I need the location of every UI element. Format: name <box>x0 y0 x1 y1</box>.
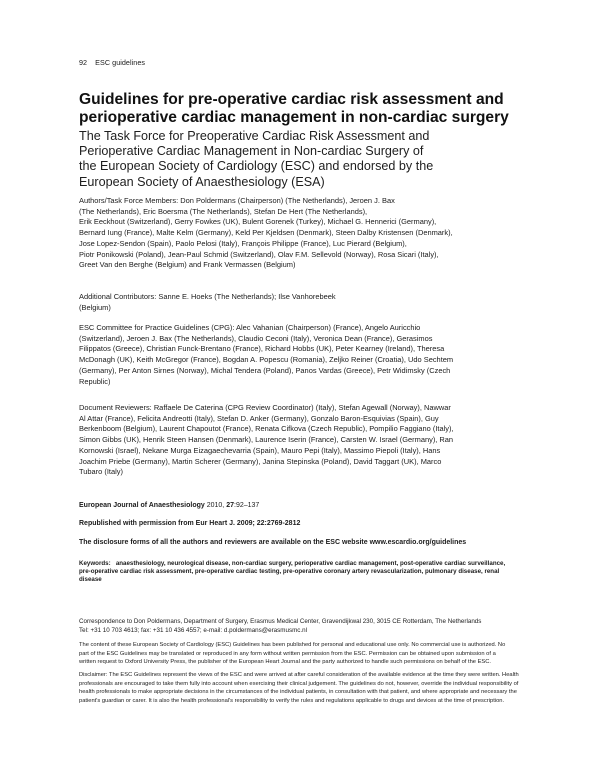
subtitle-line: European Society of Anaesthesiology (ESA) <box>79 174 325 189</box>
running-header <box>79 58 151 67</box>
text-line: Jose Lopez-Sendon (Spain), Paolo Pelosi (Italy), François Philippe (France), Luc Pierard (Belgium), <box>79 238 407 248</box>
cpg-committee <box>79 323 531 387</box>
copyright-notice <box>79 641 531 667</box>
text-line: ESC Committee for Practice Guidelines (CPG): Alec Vahanian (Chairperson) (France), Angelo Auricchio <box>79 323 421 332</box>
text-line: Disclaimer: The ESC Guidelines represent the views of the ESC and were arrived at after careful consideration of the available evidence at the time they were written. Health <box>79 672 519 678</box>
text-line: (Switzerland), Jeroen J. Bax (The Netherlands), Claudio Ceconi (Italy), Veronica Dean (France), Gerasimos <box>79 333 433 343</box>
subtitle-line: The Task Force for Preoperative Cardiac Risk Assessment and <box>79 129 430 143</box>
text-line: (Belgium) <box>79 302 111 312</box>
title-line: Guidelines for pre-operative cardiac risk assessment and <box>79 91 504 108</box>
keywords-line: anaesthesiology, neurological disease, non-cardiac surgery, perioperative cardiac management, post-operative cardiac surveillance, <box>115 560 506 567</box>
text-line: (The Netherlands), Eric Boersma (The Netherlands), Stefan De Hert (The Netherlands), <box>79 206 368 216</box>
keywords-line: disease <box>79 576 102 584</box>
disclosure-note: The disclosure forms of all the authors and reviewers are available on the ESC website www.escardio.org/guidelines <box>79 539 467 546</box>
text-line: Al Attar (France), Felicita Andreotti (Italy), Stefan D. Anker (Germany), Gonzalo Baron-Esquivias (Spain), Guy <box>79 413 439 423</box>
text-line: Correspondence to Don Poldermans, Department of Surgery, Erasmus Medical Center, Gravendijkwal 230, 3015 CE Rotterdam, The Netherlands <box>79 618 482 625</box>
correspondence <box>79 618 531 635</box>
citation-volume: 27 <box>226 502 234 509</box>
text-line: McDonagh (UK), Keith McGregor (France), Bogdan A. Popescu (Romania), Zeljko Reiner (Croatia), Udo Sechtem <box>79 355 454 365</box>
text-line: Joachim Priebe (Germany), Martin Scherer (Germany), Janina Stepinska (Poland), David Taggart (UK), Marco <box>79 456 442 466</box>
text-line: Document Reviewers: Raffaele De Caterina (CPG Review Coordinator) (Italy), Stefan Agewall (Norway), Nawwar <box>79 403 451 412</box>
citation-year: 2010, <box>206 502 225 509</box>
text-line: health professionals to make appropriate decisions in the circumstances of the individual patients, in consultation with that patient, and where appropriate and necessary the <box>79 689 517 696</box>
keywords-label: Keywords: <box>79 560 111 567</box>
text-line: part of the ESC Guidelines may be translated or reproduced in any form without written permission from the ESC. Permission can be obtained upon submission of a <box>79 650 496 657</box>
text-line: Berkenboom (Belgium), Laurent Chapoutot (France), Renata Cifkova (Czech Republic), Pompilio Faggiano (Italy), <box>79 424 454 434</box>
citation <box>79 502 531 511</box>
text-line: Additional Contributors: Sanne E. Hoeks (The Netherlands); Ilse Vanhorebeek <box>79 292 336 301</box>
keywords <box>79 560 531 585</box>
text-line: (Germany), Per Anton Sirnes (Norway), Michal Tendera (Poland), Panos Vardas (Greece), Petr Widimsky (Czech <box>79 365 451 375</box>
text-line: Kornowski (Israel), Nekane Murga Eizagaechevarria (Spain), Mauro Pepi (Italy), Massimo Piepoli (Italy), Hans <box>79 445 441 455</box>
document-subtitle <box>79 129 539 190</box>
text-line: Bernard Iung (France), Malte Kelm (Germany), Keld Per Kjeldsen (Denmark), Steen Dalby Kristensen (Denmark), <box>79 228 453 238</box>
text-line: Erik Eeckhout (Switzerland), Gerry Fowkes (UK), Bulent Gorenek (Turkey), Michael G. Hennerici (Germany), <box>79 217 437 227</box>
republished-note: Republished with permission from Eur Heart J. 2009; 22:2769-2812 <box>79 520 301 527</box>
disclaimer <box>79 671 531 705</box>
journal-name: European Journal of Anaesthesiology <box>79 502 205 509</box>
text-line: patient's guardian or carer. It is also the health professional's responsibility to verify the rules and regulations applicable to drugs and devices at the time of prescription. <box>79 697 505 704</box>
citation-pages: :92–137 <box>234 502 260 509</box>
text-line: The content of these European Society of Cardiology (ESC) Guidelines has been published for personal and educational use only. No commercial use is authorized. No <box>79 642 506 648</box>
text-line: Simon Gibbs (UK), Henrik Steen Hansen (Denmark), Laurence Iserin (France), Carsten W. Israel (Germany), Ran <box>79 435 454 445</box>
task-force-members <box>79 196 531 271</box>
page-number: 92 <box>79 58 88 67</box>
subtitle-line: the European Society of Cardiology (ESC) and endorsed by the <box>79 159 434 174</box>
text-line: written request to Oxford University Press, the publisher of the European Heart Journal and the party authorized to handle such permissions on behalf of the ESC. <box>79 659 491 666</box>
additional-contributors <box>79 292 531 313</box>
journal-section: ESC guidelines <box>95 58 146 67</box>
text-line: Piotr Ponikowski (Poland), Jean-Paul Schmid (Switzerland), Olav F.M. Sellevold (Norway), Rosa Sicari (Italy), <box>79 249 439 259</box>
text-line: Republic) <box>79 376 111 386</box>
document-reviewers <box>79 403 531 478</box>
text-line: Greet Van den Berghe (Belgium) and Frank Vermassen (Belgium) <box>79 260 296 270</box>
document-title <box>79 91 539 127</box>
title-line: perioperative cardiac management in non-cardiac surgery <box>79 109 509 126</box>
text-line: professionals are encouraged to take them fully into account when exercising their clinical judgement. The guidelines do not, however, override the individual responsibility of <box>79 680 519 687</box>
keywords-line: pre-operative cardiac risk assessment, pre-operative cardiac testing, pre-operative coronary artery revascularization, pulmonary disease, renal <box>79 568 500 576</box>
text-line: Tel: +31 10 703 4613; fax: +31 10 436 4557; e-mail: d.poldermans@erasmusmc.nl <box>79 626 308 634</box>
text-line: Filippatos (Greece), Christian Funck-Brentano (France), Richard Hobbs (UK), Peter Kearney (Ireland), Theresa <box>79 344 445 354</box>
subtitle-line: Perioperative Cardiac Management in Non-cardiac Surgery of <box>79 144 424 159</box>
text-line: Tubaro (Italy) <box>79 467 123 477</box>
text-line: Authors/Task Force Members: Don Poldermans (Chairperson) (The Netherlands), Jeroen J. Bax <box>79 196 395 205</box>
